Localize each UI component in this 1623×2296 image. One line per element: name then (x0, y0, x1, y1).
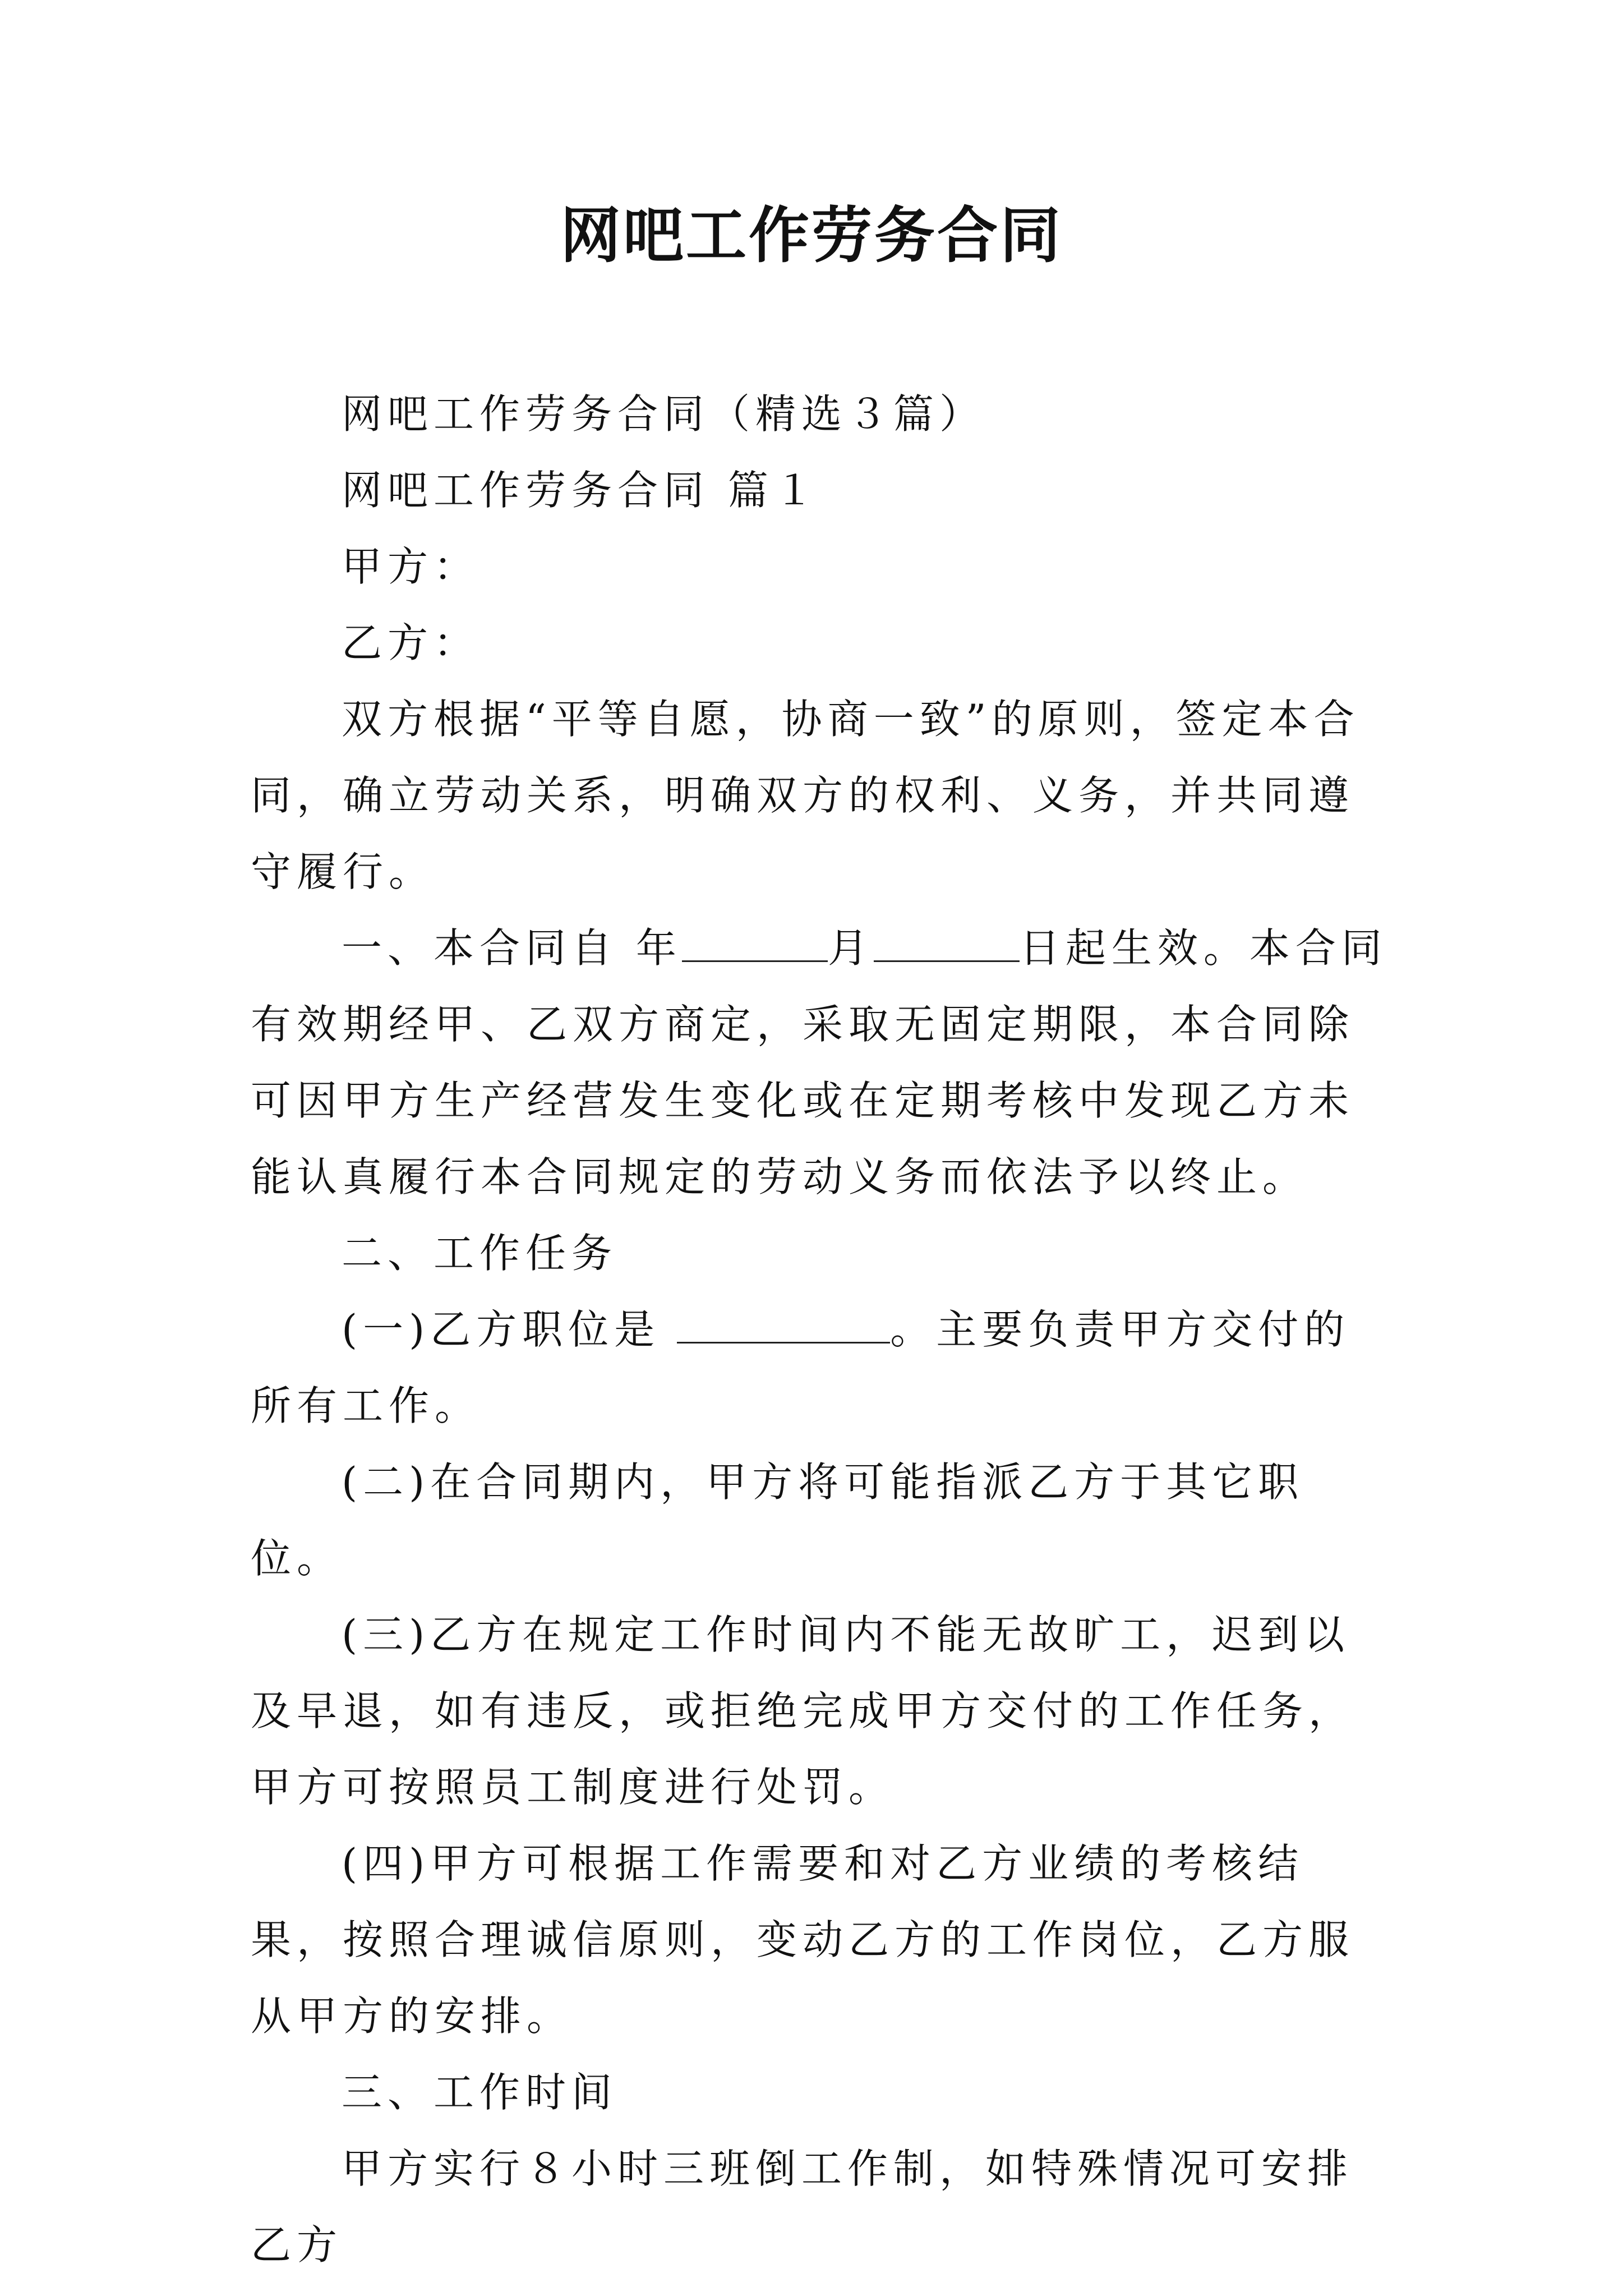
clause-1-part-b: 月 (827, 924, 874, 972)
document-title: 网吧工作劳务合同 (560, 200, 1063, 271)
clause-1-part-c: 日起生效。本合同有效期经甲、乙双方商定，采取无固定期限，本合同除可因甲方生产经营发生变化或在定期考核中发现乙方未能认真履行本合同规定的劳动义务而依法予以终止。 (251, 924, 1387, 1200)
clause-2-1-part-b: 。主要负责甲方交付的所有工作。 (251, 1306, 1350, 1429)
blank-day-field (874, 927, 1020, 962)
paragraph-subtitle: 网吧工作劳务合同（精选３篇） (342, 390, 986, 438)
paragraph-clause-2-3: (三)乙方在规定工作时间内不能无故旷工，迟到以及早退，如有违反，或拒绝完成甲方交付的工作任务，甲方可按照员工制度进行处罚。 (251, 1611, 1355, 1811)
paragraph-party-a: 甲方： (342, 543, 480, 590)
paragraph-clause-3-heading: 三、工作时间 (342, 2069, 618, 2116)
paragraph-clause-2-2: (二)在合同期内，甲方将可能指派乙方于其它职位。 (251, 1458, 1304, 1582)
paragraph-preamble: 双方根据“平等自愿，协商一致”的原则，签定本合同，确立劳动关系，明确双方的权利、义务，并共同遵守履行。 (251, 696, 1360, 895)
clause-2-1-part-a: (一)乙方职位是 (342, 1306, 661, 1353)
paragraph-clause-1 (251, 910, 1395, 1215)
blank-position-field (677, 1308, 890, 1343)
paragraph-section-heading: 网吧工作劳务合同 篇１ (342, 467, 820, 514)
paragraph-clause-2-4: (四)甲方可根据工作需要和对乙方业绩的考核结果，按照合理诚信原则，变动乙方的工作岗位，乙方服从甲方的安排。 (251, 1840, 1355, 2040)
document-body (251, 376, 1395, 2283)
paragraph-party-b: 乙方： (342, 619, 480, 666)
paragraph-clause-2-heading: 二、工作任务 (342, 1230, 618, 1277)
paragraph-clause-3-body: 甲方实行８小时三班倒工作制，如特殊情况可安排乙方 (251, 2145, 1354, 2269)
clause-1-part-a: 一、本合同自 年 (342, 924, 682, 972)
blank-month-field (682, 927, 828, 962)
paragraph-clause-2-1 (251, 1291, 1395, 1444)
